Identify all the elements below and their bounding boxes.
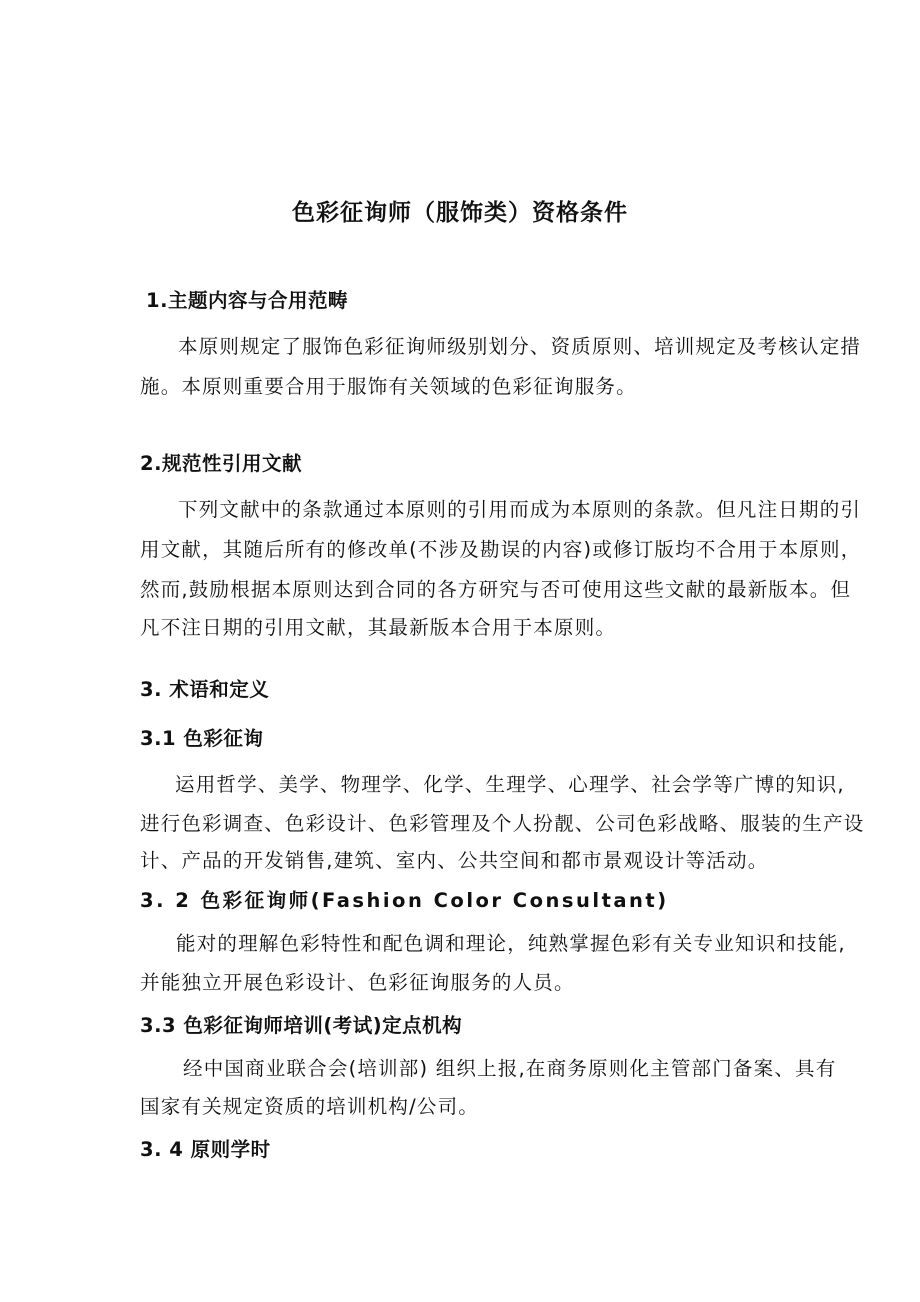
paragraph-line: 然而,鼓励根据本原则达到合同的各方研究与否可使用这些文献的最新版本。但 [140,578,852,601]
section-heading: 3. 4 原则学时 [140,1138,271,1161]
section-heading: 2.规范性引用文献 [140,452,302,475]
paragraph-line: 本原则规定了服饰色彩征询师级别划分、资质原则、培训规定及考核认定措 [178,335,862,358]
section-heading: 3. 2 色彩征询师(Fashion Color Consultant) [140,889,669,912]
paragraph-line: 运用哲学、美学、物理学、化学、生理学、心理学、社会学等广博的知识, [175,773,845,796]
paragraph-line: 经中国商业联合会(培训部) 组织上报,在商务原则化主管部门备案、具有 [183,1057,837,1080]
paragraph-line: 计、产品的开发销售,建筑、室内、公共空间和都市景观设计等活动。 [140,849,769,872]
paragraph-line: 用文献，其随后所有的修改单(不涉及勘误的内容)或修订版均不合用于本原则， [140,538,862,561]
paragraph-line: 凡不注日期的引用文献，其最新版本合用于本原则。 [140,616,617,639]
paragraph-line: 下列文献中的条款通过本原则的引用而成为本原则的条款。但凡注日期的引 [178,498,862,521]
paragraph-line: 进行色彩调查、色彩设计、色彩管理及个人扮靓、公司色彩战略、服装的生产设 [140,812,865,835]
paragraph-line: 国家有关规定资质的培训机构/公司。 [140,1095,479,1118]
paragraph-line: 并能独立开展色彩设计、色彩征询服务的人员。 [140,971,575,994]
paragraph-line: 能对的理解色彩特性和配色调和理论，纯熟掌握色彩有关专业知识和技能, [176,932,846,955]
paragraph-line: 施。本原则重要合用于服饰有关领域的色彩征询服务。 [140,375,637,398]
section-heading: 3.1 色彩征询 [140,727,264,750]
section-heading: 3. 术语和定义 [140,678,270,701]
document-title: 色彩征询师（服饰类）资格条件 [292,200,628,226]
section-heading: 3.3 色彩征询师培训(考试)定点机构 [140,1014,463,1037]
section-heading: 1.主题内容与合用范畴 [146,289,348,312]
